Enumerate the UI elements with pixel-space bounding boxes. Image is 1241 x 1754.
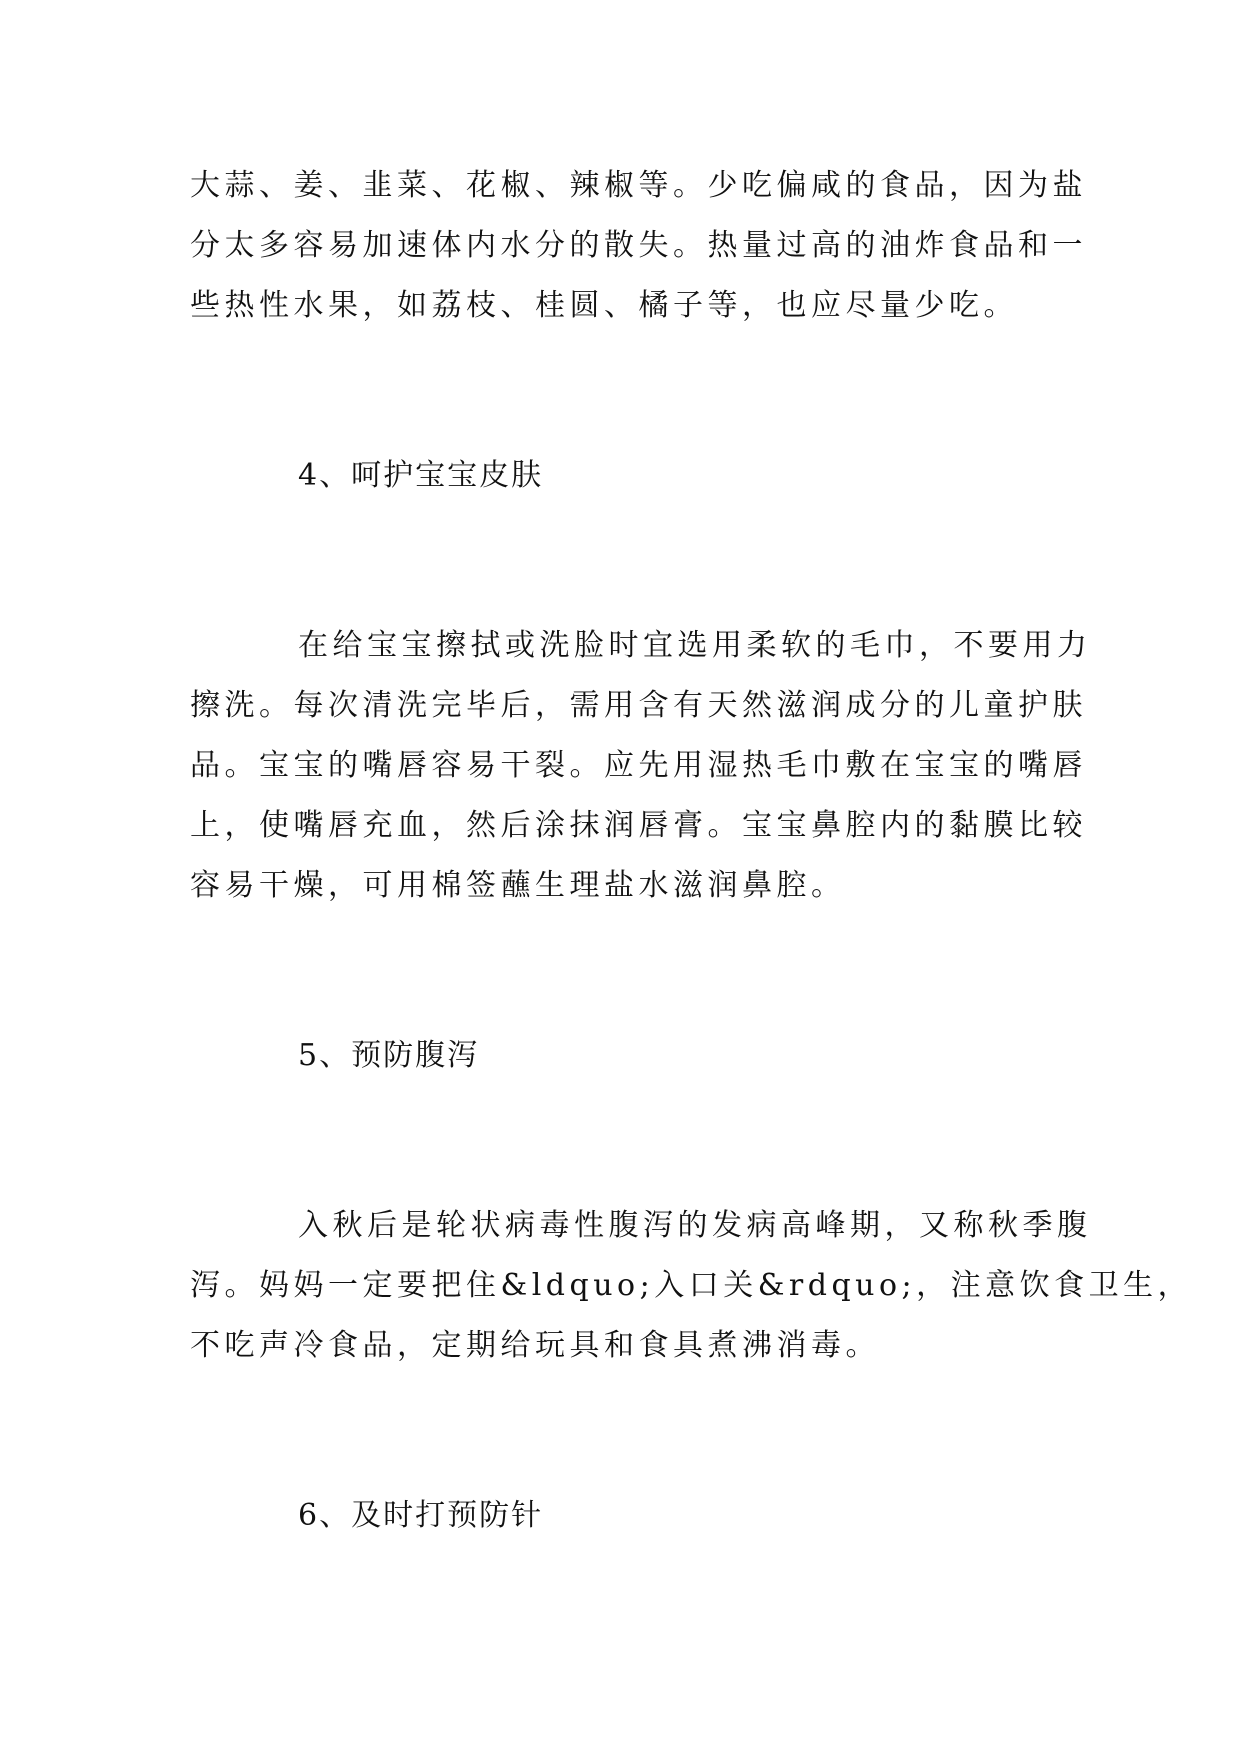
paragraph-2-line-5: 容易干燥，可用棉签蘸生理盐水滋润鼻腔。: [190, 868, 846, 903]
paragraph-2-line-3: 品。宝宝的嘴唇容易干裂。应先用湿热毛巾敷在宝宝的嘴唇: [190, 748, 1087, 783]
paragraph-2-line-4: 上，使嘴唇充血，然后涂抹润唇膏。宝宝鼻腔内的黏膜比较: [190, 808, 1087, 843]
section-heading-4: 4、呵护宝宝皮肤: [298, 458, 544, 493]
paragraph-3-line-3: 不吃声冷食品，定期给玩具和食具煮沸消毒。: [190, 1328, 880, 1363]
paragraph-1-line-1: 大蒜、姜、韭菜、花椒、辣椒等。少吃偏咸的食品，因为盐: [190, 168, 1087, 203]
paragraph-3-line-2: 泻。妈妈一定要把住&ldquo;入口关&rdquo;，注意饮食卫生，: [190, 1268, 1193, 1303]
paragraph-2-line-2: 擦洗。每次清洗完毕后，需用含有天然滋润成分的儿童护肤: [190, 688, 1087, 723]
paragraph-2-line-1: 在给宝宝擦拭或洗脸时宜选用柔软的毛巾，不要用力: [298, 628, 1092, 663]
section-heading-6: 6、及时打预防针: [298, 1498, 544, 1533]
section-heading-5: 5、预防腹泻: [298, 1038, 480, 1073]
paragraph-3-line-1: 入秋后是轮状病毒性腹泻的发病高峰期，又称秋季腹: [298, 1208, 1092, 1243]
paragraph-1-line-3: 些热性水果，如荔枝、桂圆、橘子等，也应尽量少吃。: [190, 288, 1018, 323]
paragraph-1-line-2: 分太多容易加速体内水分的散失。热量过高的油炸食品和一: [190, 228, 1087, 263]
